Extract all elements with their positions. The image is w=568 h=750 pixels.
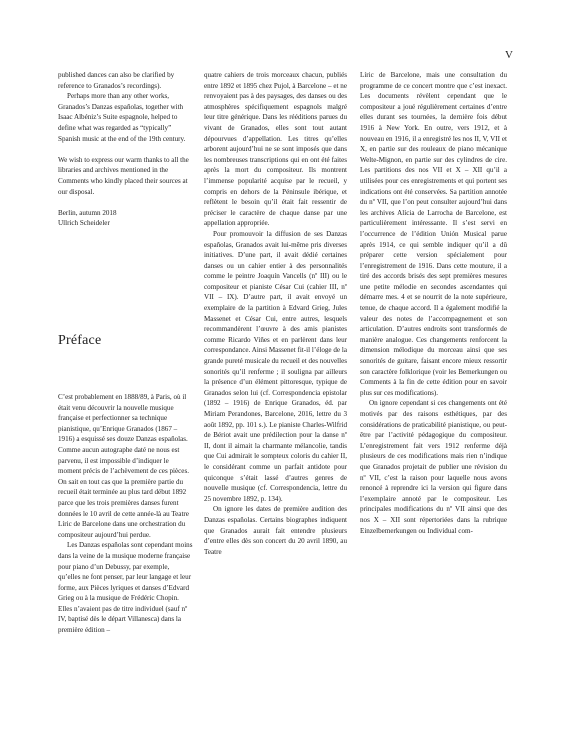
- paragraph: Pour promouvoir la diffusion de ses Danzas españolas, Granados avait lui-même pris diverses initiatives. D’une part, il avait dédié certaines danses ou un cahier entier à des personnalités comme le peintre Joaquín Vancells (nº III) ou le compositeur et pianiste César Cui (cahier III, nº VII – IX). D’autre part, il avait envoyé un exemplaire de la partition à Edvard Grieg, Jules Massenet et César Cui, entre autres, lesquels recommandèrent l’œuvre à des amis pianistes comme Ricardo Viñes et en parlèrent dans leur correspondance. Ainsi Massenet fit-il l’éloge de la grande pureté musicale du recueil et des nouvelles sonorités qu’il renferme ; il souligna par ailleurs la présence d’un élément pittoresque, typique de Granados selon lui (cf. Correspondencia epistolar (1892 – 1916) de Enrique Granados, éd. par Miriam Perandones, Barcelone, 2016, lettre du 3 août 1892, pp. 101 s.). Le pianiste Charles-Wilfrid de Bériot avait une prédilection pour la danse nº II, dont il aimait la charmante mélancolie, tandis que Cui admirait le sompteux coloris du cahier II, le considérant comme un parfait antidote pour quiconque s’était lassé d’autres genres de nouvelle musique (cf. Correspondencia, lettre du 25 novembre 1892, p. 134).: [204, 229, 347, 503]
- paragraph: published dances can also be clarified by reference to Granados’s recordings).: [58, 71, 175, 90]
- paragraph: Líric de Barcelone, mais une consultation du programme de ce concert montre que c’est inexact. Les documents révèlent cependant que le compositeur a joué régulièrement certaines d’entre elles durant ses tournées, la dernière fois début 1916 à New York. En outre, vers 1912, et à nouveau en 1916, il a enregistré les nos II, V, VII et X, en partie sur des rouleaux de piano mécanique Welte-Mignon, en partie sur des cylindres de cire. Les partitions des nos VII et X – XII qu’il a utilisées pour ces enregistrements et qui portent ses indications ont été conservées. Sa partition annotée du nº VII, que l’on peut consulter aujourd’hui dans les archives Alícia de Larrocha de Barcelone, est particulièrement intéressante. Il s’est servi en l’occurrence de l’édition Unión Musical parue après 1914, ce qui semble indiquer qu’il a dû préparer cette version spécialement pour l’enregistrement de 1916. Dans cette mouture, il a tiré des accords brisés des sept premières mesures une petite mélodie en secondes ascendantes qui démarre mes. 4 et se nourrit de la note supérieure, tenue, de chaque accord. Il a également modifié la valeur des notes de l’accompagnement et son articulation. D’autres endroits sont transformés de manière analogue. Ces changements renforcent la dimension mélodique du morceau ainsi que ses sonorités de guitare, faisant encore mieux ressortir son caractère folklorique (voir les Bemerkungen ou Comments à la fin de cette édition pour en savoir plus sur ces modifications).: [360, 71, 507, 397]
- paragraph: On ignore cependant si ces changements ont été motivés par des raisons esthétiques, par des considérations de praticabilité pianistique, ou peut-être par l’activité pédagogique du compositeur. L’enregistrement fait vers 1912 renferme déjà plusieurs de ces modifications mais rien n’indique que Granados projetait de publier une révision du nº VII, c’est la raison pour laquelle nous avons renoncé à reprendre ici la version qui figure dans l’exemplaire annoté par le compositeur. Les principales modifications du nº VII ainsi que des nos X – XII sont répertoriées dans la rubrique Einzelbemerkungen ou Individual com-: [360, 399, 507, 535]
- paragraph: On ignore les dates de première audition des Danzas españolas. Certains biographes indiquent que Granados aurait fait entendre plusieurs d’entre elles dès son concert du 20 avril 1890, au Teatre: [204, 505, 347, 556]
- paragraph: C’est probablement en 1888/89, à Paris, où il était venu découvrir la nouvelle musique française et perfectionner sa technique pianistique, qu’Enrique Granados (1867 – 1916) a esquissé ses douze Danzas españolas. Comme aucun autographe daté ne nous est parvenu, il est impossible d’indiquer le moment précis de l’achèvement de ces pièces. On sait en tout cas que la première partie du recueil était terminée au plus tard début 1892 parce que les trois premières danses furent données le 10 avril de cette année-là au Teatre Líric de Barcelone dans une orchestration du compositeur aujourd’hui perdue.: [58, 393, 189, 539]
- column-1-top: [58, 70, 193, 229]
- column-3: [360, 70, 507, 536]
- signature-place-date: Berlin, autumn 2018: [58, 208, 117, 217]
- page-number: V: [505, 49, 513, 61]
- column-2: [204, 70, 347, 557]
- paragraph: Perhaps more than any other works, Granados’s Danzas españolas, together with Isaac Albéniz’s Suite espagnole, helped to define what was regarded as “typically” Spanish music at the end of the 19th century.: [58, 92, 186, 143]
- paragraph: Les Danzas españolas sont cependant moins dans la veine de la musique moderne française pour piano d’un Debussy, par exemple, qu’elles ne font penser, par leur langage et leur forme, aux Pièces lyriques et danses d’Edvard Grieg ou à la musique de Frédéric Chopin. Elles n’avaient pas de titre individuel (sauf nº IV, baptisé dès le départ Villanesca) dans la première édition –: [58, 541, 193, 635]
- paragraph: We wish to express our warm thanks to all the libraries and archives mentioned in the Comments who kindly placed their sources at our disposal.: [58, 155, 189, 196]
- paragraph: quatre cahiers de trois morceaux chacun, publiés entre 1892 et 1895 chez Pujol, à Barcelone – et ne renvoyaient pas à des paysages, des danses ou des atmosphères spécifiquement espagnols malgré leur titre générique. Dans les rééditions parues du vivant de Granados, elles sont tout autant dépourvues d’appellation. Les titres qu’elles arborent aujourd’hui ne se sont imposés que dans les nombreuses transcriptions qui en ont été faites après la mort du compositeur. Ils montrent l’immense popularité acquise par le recueil, y compris en dehors de la Péninsule ibérique, et reflètent le besoin qu’il était fait ressentir de préciser le caractère de chaque danse par une appellation appropriée.: [204, 71, 347, 228]
- signature-author: Ullrich Scheideler: [58, 219, 110, 228]
- section-heading: Préface: [58, 333, 102, 348]
- column-1-body: [58, 392, 193, 636]
